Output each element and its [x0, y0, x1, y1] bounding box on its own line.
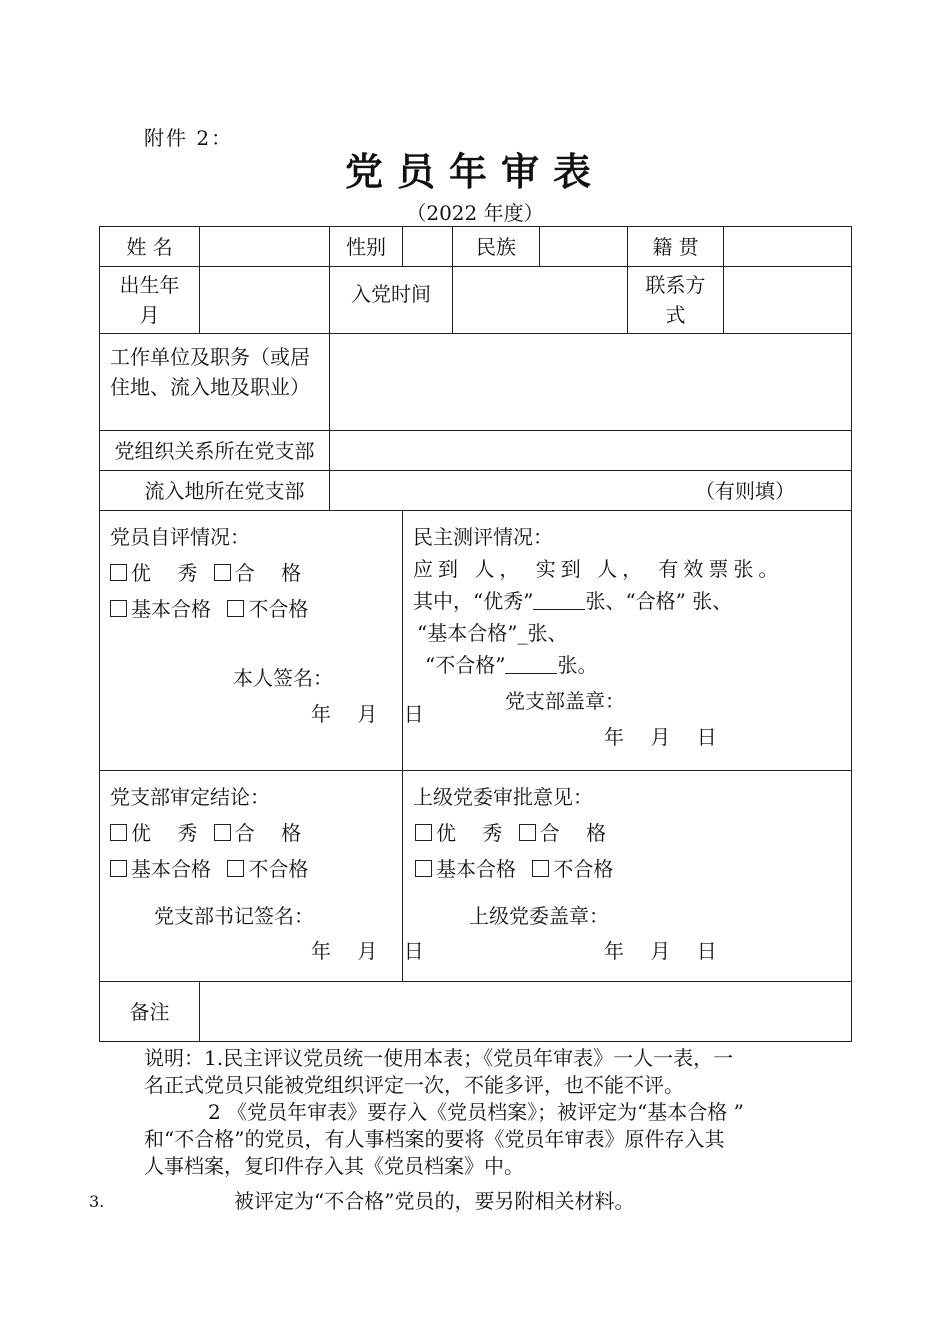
ethnicity-label: 民族 [453, 227, 540, 267]
vote-breakdown-line: 其中，“优秀” 张、“合格” 张、 [413, 589, 733, 613]
work-unit-label: 工作单位及职务（或居住地、流入地及职业） [100, 334, 330, 431]
origin-label: 籍 贯 [628, 227, 724, 267]
work-unit-field[interactable] [330, 334, 852, 431]
flow-branch-field[interactable] [330, 471, 852, 511]
self-excellent-checkbox[interactable] [110, 564, 127, 581]
note-line-2: 名正式党员只能被党组织评定一次，不能多评，也不能不评。 [144, 1073, 684, 1097]
remarks-label: 备注 [100, 982, 200, 1042]
branch-stamp-label: 党支部盖章： [505, 689, 625, 713]
democratic-eval-title: 民主测评情况： [413, 525, 553, 549]
fill-if-applicable-note: （有则填） [695, 478, 795, 503]
note-line-5: 人事档案，复印件存入其《党员档案》中。 [144, 1154, 524, 1178]
note-item-3-text: 被评定为“不合格”党员的，要另附相关材料。 [234, 1189, 635, 1213]
self-date: 年 月 日 [311, 702, 434, 726]
self-unqualified-checkbox[interactable] [227, 600, 244, 617]
self-eval-title: 党员自评情况： [110, 525, 250, 549]
branch-unqualified-checkbox[interactable] [227, 860, 244, 877]
note-line-1: 说明：1.民主评议党员统一使用本表；《党员年审表》一人一表，一 [144, 1046, 734, 1070]
branch-qualified-checkbox[interactable] [214, 824, 231, 841]
self-basic-checkbox[interactable] [110, 600, 127, 617]
unqualified-count-blank[interactable] [505, 653, 557, 674]
branch-excellent-checkbox[interactable] [110, 824, 127, 841]
self-eval-cell: 党员自评情况： 优 秀 合 格 基本合格 不合格 本人签名： 年 月 日 [100, 511, 403, 771]
join-time-label: 入党时间 [330, 267, 453, 334]
vote-count-line: 应到 人， 实到 人， 有效票张。 [413, 557, 784, 581]
flow-branch-label: 流入地所在党支部 [100, 471, 330, 511]
attachment-label: 附件 2： [144, 126, 234, 150]
branch-date: 年 月 日 [311, 939, 434, 963]
form-year: （2022 年度） [406, 201, 544, 225]
committee-approval-title: 上级党委审批意见： [413, 785, 593, 809]
branch-conclusion-cell: 党支部审定结论： 优 秀 合 格 基本合格 不合格 党支部书记签名： 年 月 日 [100, 771, 403, 982]
committee-stamp-label: 上级党委盖章： [469, 904, 609, 928]
name-label: 姓 名 [100, 227, 200, 267]
branch-basic-checkbox[interactable] [110, 860, 127, 877]
gender-label: 性别 [330, 227, 403, 267]
name-field[interactable] [200, 227, 330, 267]
committee-basic-checkbox[interactable] [415, 860, 432, 877]
committee-date: 年 月 日 [604, 939, 727, 963]
review-form-table [99, 226, 852, 1042]
secretary-sign-label: 党支部书记签名： [154, 904, 314, 928]
committee-approval-cell: 上级党委审批意见： 优 秀 合 格 基本合格 不合格 上级党委盖章： 年 月 日 [403, 771, 852, 982]
note-item-3-number: 3. [89, 1192, 105, 1211]
committee-excellent-checkbox[interactable] [415, 824, 432, 841]
note-line-3: 2 《党员年审表》要存入《党员档案》；被评定为“基本合格 ” [208, 1100, 744, 1124]
committee-unqualified-checkbox[interactable] [532, 860, 549, 877]
democratic-date: 年 月 日 [604, 725, 727, 749]
gender-field[interactable] [403, 227, 453, 267]
self-sign-label: 本人签名： [233, 666, 333, 690]
basic-count-line: “基本合格”_张、 [417, 621, 568, 645]
self-qualified-checkbox[interactable] [214, 564, 231, 581]
democratic-eval-cell [403, 511, 852, 771]
note-line-4: 和“不合格”的党员，有人事档案的要将《党员年审表》原件存入其 [144, 1127, 725, 1151]
contact-label: 联系方式 [628, 267, 724, 334]
origin-field[interactable] [724, 227, 852, 267]
birth-label: 出生年月 [100, 267, 200, 334]
party-branch-field[interactable] [330, 431, 852, 471]
join-time-field[interactable] [453, 267, 628, 334]
party-branch-label: 党组织关系所在党支部 [100, 431, 330, 471]
form-title: 党员年审表 [344, 149, 605, 194]
ethnicity-field[interactable] [540, 227, 628, 267]
unqualified-count-line: “不合格” 张。 [425, 653, 598, 677]
remarks-field[interactable] [200, 982, 852, 1042]
excellent-count-blank[interactable] [533, 589, 585, 610]
birth-field[interactable] [200, 267, 330, 334]
branch-conclusion-title: 党支部审定结论： [110, 785, 270, 809]
committee-qualified-checkbox[interactable] [519, 824, 536, 841]
contact-field[interactable] [724, 267, 852, 334]
